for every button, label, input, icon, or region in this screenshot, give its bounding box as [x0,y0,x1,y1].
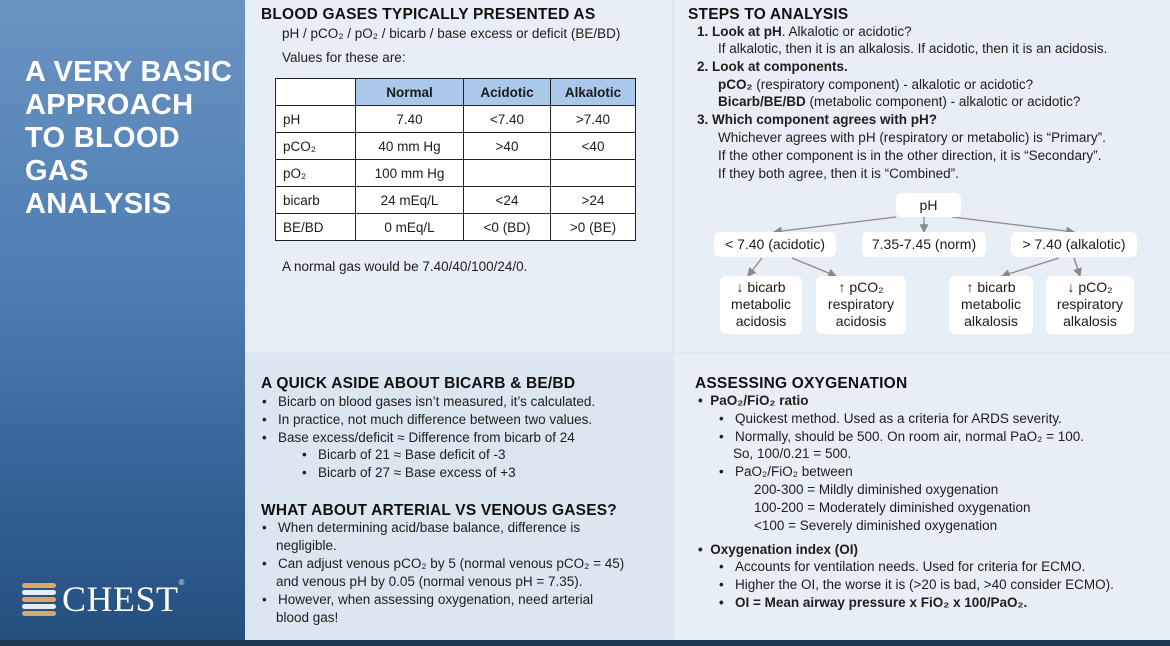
leaf-respiratory-alkalosis: ↓ pCO₂ respiratory alkalosis [1046,276,1134,334]
oxygenation-range: 200-300 = Mildly diminished oxygenation [754,482,999,497]
table-cell: <40 [551,133,636,160]
arrow-to-leaf-1 [748,258,762,276]
list-item: • Bicarb of 27 ≈ Base excess of +3 [302,465,516,480]
table-cell: 40 mm Hg [356,133,464,160]
leaf-respiratory-acidosis: ↑ pCO₂ respiratory acidosis [816,276,906,334]
list-item: • Bicarb of 21 ≈ Base deficit of -3 [302,447,506,462]
table-header-row [276,79,636,106]
table-cell: 24 mEq/L [356,187,464,214]
list-item: • Can adjust venous pCO₂ by 5 (normal venous pCO₂ = 45) [262,556,625,571]
table-cell [551,160,636,187]
list-item: • PaO₂/FiO₂ ratio [698,393,809,408]
table-cell: BE/BD [276,214,356,241]
table-row [276,133,636,160]
acidotic-node: < 7.40 (acidotic) [714,232,836,257]
list-item: • Oxygenation index (OI) [698,542,859,557]
table-header: Alkalotic [551,79,636,106]
bottom-bar [0,640,1170,646]
table-cell: pO₂ [276,160,356,187]
down-arrow-icon: ↓ [1067,279,1075,295]
table-cell: bicarb [276,187,356,214]
table-row [276,160,636,187]
table-row [276,214,636,241]
table-cell: >40 [464,133,551,160]
step-3-line-1: Whichever agrees with pH (respiratory or metabolic) is “Primary”. [718,130,1106,145]
oxygenation-range: <100 = Severely diminished oxygenation [754,518,998,533]
table-cell: <7.40 [464,106,551,133]
table-header: Normal [356,79,464,106]
arrow-to-leaf-3 [1002,258,1059,276]
up-arrow-icon: ↑ [838,279,846,295]
values-intro: Values for these are: [282,50,406,65]
table-row [276,187,636,214]
table-cell [464,160,551,187]
table-row [276,106,636,133]
list-item: • OI = Mean airway pressure x FiO₂ x 100/PaO₂. [719,595,1028,610]
table-header [276,79,356,106]
arrow-to-leaf-4 [1074,258,1080,276]
values-table [275,78,636,241]
normal-node: 7.35-7.45 (norm) [862,232,986,257]
table-cell: >0 (BE) [551,214,636,241]
table-cell: 7.40 [356,106,464,133]
table-cell: >7.40 [551,106,636,133]
list-item: • PaO₂/FiO₂ between [719,464,853,479]
normal-gas-note: A normal gas would be 7.40/40/100/24/0. [282,259,528,274]
step-3-line-2: If the other component is in the other direction, it is “Secondary”. [718,148,1102,163]
oxygenation-heading: ASSESSING OXYGENATION [695,375,908,392]
step-2-bicarb: Bicarb/BE/BD (metabolic component) - alkalotic or acidotic? [718,94,1081,109]
leaf-metabolic-alkalosis: ↑ bicarb metabolic alkalosis [949,276,1033,334]
chest-logo [22,578,185,620]
table-cell: 0 mEq/L [356,214,464,241]
list-item: • Higher the OI, the worse it is (>20 is bad, >40 consider ECMO). [719,577,1114,592]
list-item: • Base excess/deficit ≈ Difference from bicarb of 24 [262,430,575,445]
step-3-line-3: If they both agree, then it is “Combined”. [718,166,959,181]
list-item: • Accounts for ventilation needs. Used for criteria for ECMO. [719,559,1086,574]
step-1-detail: If alkalotic, then it is an alkalosis. If acidotic, then it is an acidosis. [718,41,1108,56]
arterial-venous-heading: WHAT ABOUT ARTERIAL VS VENOUS GASES? [261,502,617,519]
sidebar [0,0,245,640]
blood-gases-heading: BLOOD GASES TYPICALLY PRESENTED AS [261,6,596,23]
bicarb-heading: A QUICK ASIDE ABOUT BICARB & BE/BD [261,375,576,392]
down-arrow-icon: ↓ [736,279,744,295]
arrow-to-high [952,217,1074,232]
list-item: • When determining acid/base balance, difference is [262,520,581,535]
table-cell: pH [276,106,356,133]
list-item: • Normally, should be 500. On room air, normal PaO₂ = 100. [719,429,1085,444]
up-arrow-icon: ↑ [966,279,974,295]
list-item-continuation: So, 100/0.21 = 500. [733,446,852,461]
arrow-to-leaf-2 [792,258,836,276]
step-2-pco2: pCO₂ (respiratory component) - alkalotic or acidotic? [718,77,1034,92]
step-1: 1. Look at pH. Alkalotic or acidotic? [697,24,912,39]
list-item-continuation: blood gas! [276,610,339,625]
blood-gases-subtitle: pH / pCO₂ / pO₂ / bicarb / base excess or deficit (BE/BD) [282,26,621,41]
step-2: 2. Look at components. [697,59,848,74]
oxygenation-range: 100-200 = Moderately diminished oxygenation [754,500,1031,515]
list-item: • However, when assessing oxygenation, need arterial [262,592,594,607]
table-cell: <24 [464,187,551,214]
chest-logo-icon [22,581,56,617]
ph-node: pH [896,193,961,217]
table-cell: pCO₂ [276,133,356,160]
table-header: Acidotic [464,79,551,106]
arrow-to-low [774,217,896,232]
leaf-metabolic-acidosis: ↓ bicarb metabolic acidosis [720,276,802,334]
table-cell: <0 (BD) [464,214,551,241]
list-item: • In practice, not much difference between two values. [262,412,593,427]
steps-heading: STEPS TO ANALYSIS [688,6,849,23]
alkalotic-node: > 7.40 (alkalotic) [1011,232,1137,257]
logo-text: CHEST® [62,578,186,619]
table-cell: 100 mm Hg [356,160,464,187]
step-3: 3. Which component agrees with pH? [697,112,938,127]
list-item: • Quickest method. Used as a criteria for ARDS severity. [719,411,1062,426]
table-cell: >24 [551,187,636,214]
page-title: A VERY BASIC APPROACH TO BLOOD GAS ANALYSIS [25,56,233,220]
list-item: • Bicarb on blood gases isn’t measured, it’s calculated. [262,394,596,409]
list-item-continuation: and venous pH by 0.05 (normal venous pH = 7.35). [276,574,583,589]
list-item-continuation: negligible. [276,538,337,553]
